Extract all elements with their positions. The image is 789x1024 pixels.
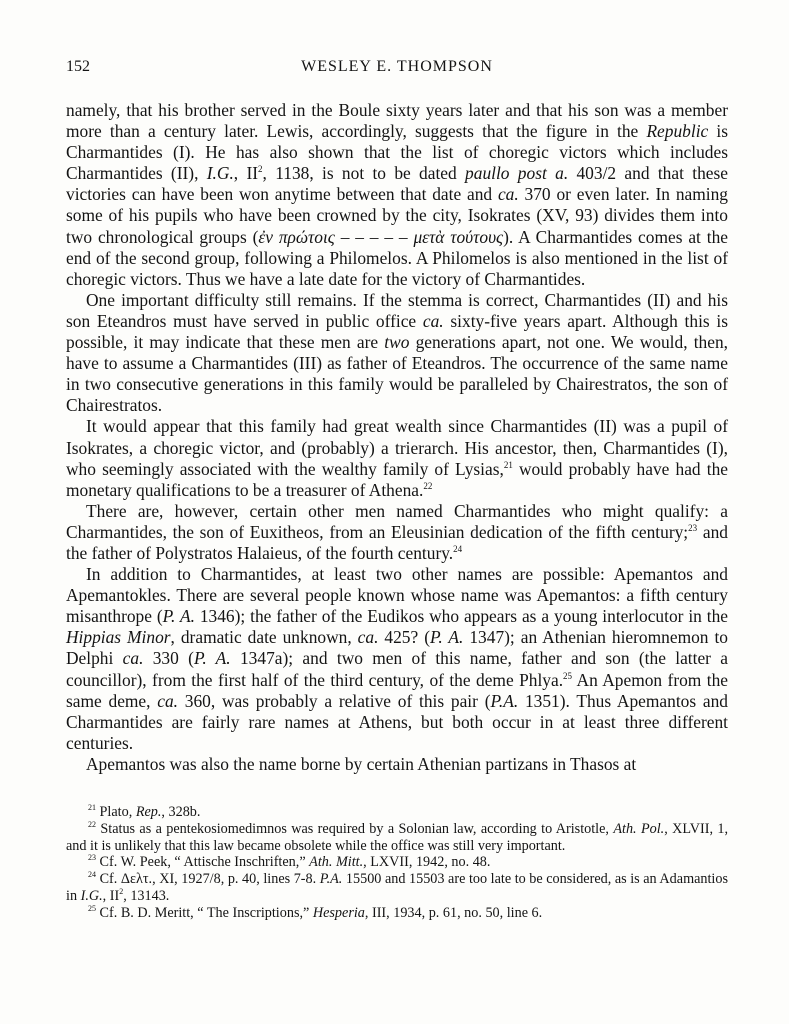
italic-text: Ath. Pol.	[613, 820, 665, 837]
footnotes	[66, 804, 728, 922]
text-run: 330 (	[143, 648, 194, 669]
text-run: An Apemon from the same deme,	[66, 669, 728, 711]
text-run: Status as a pentekosiomedimnos was required by a Solonian law, according to Aristotle,	[96, 820, 614, 837]
text-run: , III, 1934, p. 61, no. 50, line 6.	[364, 904, 543, 921]
text-run: It would appear that this family had great wealth since Charmantides (II) was a pupil of Isokrates, a choregic victor, and (probably) a trierarch. His ancestor, then, Charmantides (I), who seemingly associated with the wealthy family of Lysias,	[66, 416, 728, 479]
paragraph	[66, 564, 728, 754]
footnote-marker: 21	[88, 803, 96, 812]
running-head: WESLEY E. THOMPSON	[301, 58, 493, 75]
italic-text: I.G.	[206, 163, 234, 184]
footnote-marker: 25	[563, 670, 573, 681]
italic-text: P. A.	[162, 606, 195, 627]
footnote	[66, 905, 728, 922]
italic-text: ca.	[422, 310, 444, 331]
italic-text: Hippias Minor	[66, 627, 171, 648]
text-run: 1351). Thus Apemantos and Charmantides are fairly rare names at Athens, but both occur in at least three different centuries.	[66, 690, 728, 753]
italic-text: Ath. Mitt.	[309, 854, 364, 871]
text-run: , LXVII, 1942, no. 48.	[363, 854, 491, 871]
italic-text: ca.	[157, 690, 179, 711]
footnote-marker: 22	[88, 819, 96, 829]
text-run: Cf. B. D. Meritt, “ The Inscriptions,”	[96, 904, 313, 921]
italic-text: paullo post a.	[465, 163, 569, 184]
text-run: , II	[102, 887, 120, 904]
footnote	[66, 821, 728, 855]
text-run: , dramatic date unknown,	[170, 627, 358, 648]
paragraph	[66, 501, 728, 564]
text-run: 425? (	[378, 627, 430, 648]
text-run: and the father of Polystratos Halaieus, of the fourth century.	[66, 521, 728, 563]
text-run: is Charmantides (I). He has also shown that the list of choregic victors which includes Charmantides (II),	[66, 121, 728, 184]
italic-text: P.A.	[490, 690, 519, 711]
paragraph	[66, 754, 728, 775]
paragraph	[66, 416, 728, 500]
text-run: , 328b.	[161, 804, 201, 820]
italic-text: ἐν πρώτοις – – – – – μετὰ τούτους	[258, 226, 504, 247]
text-run: generations apart, not one. We would, then, have to assume a Charmantides (III) as father of Eteandros. The occurrence of the same name in two consecutive generations in this family would be paralleled by Chairestratos, the son of Chairestratos.	[66, 332, 729, 416]
text-run: One important difficulty still remains. If the stemma is correct, Charmantides (II) and his son Eteandros must have served in public office	[66, 289, 728, 331]
italic-text: I.G.	[80, 887, 103, 904]
italic-text: ca.	[497, 184, 519, 205]
text-run: 403/2 and that these victories can have been won anytime between that date and	[66, 163, 728, 205]
text-run: Cf. W. Peek, “ Attische Inschriften,”	[96, 854, 310, 871]
footnote-marker: 23	[688, 522, 698, 533]
text-run: 1347); an Athenian hieromnemon to Delphi	[66, 627, 728, 669]
italic-text: ca.	[122, 648, 144, 669]
footnote-marker: 2	[258, 164, 263, 175]
text-run: would probably have had the monetary qualifications to be a treasurer of Athena.	[66, 458, 729, 500]
footnote-marker: 21	[503, 459, 513, 470]
text-run: 15500 and 15503 are too late to be considered, as is an Adamantios in	[66, 871, 728, 904]
footnote	[66, 871, 728, 905]
footnote-marker: 22	[423, 480, 433, 491]
footnote	[66, 804, 728, 821]
footnote	[66, 854, 728, 871]
italic-text: P. A.	[430, 627, 464, 648]
body-text	[66, 100, 728, 775]
italic-text: two	[384, 332, 410, 353]
text-run: 1347a); and two men of this name, father and son (the latter a councillor), from the first half of the third century, of the deme Phlya.	[66, 648, 729, 690]
text-run: sixty-five years apart. Although this is possible, it may indicate that these men are	[66, 310, 729, 353]
page-header	[66, 58, 728, 82]
italic-text: P.A.	[319, 871, 343, 888]
text-run: Plato,	[96, 804, 136, 820]
text-run: There are, however, certain other men named Charmantides who might qualify: a Charmantides, the son of Euxitheos, from an Eleusinian dedication of the fifth century;	[66, 500, 728, 542]
paragraph	[66, 100, 728, 290]
footnote-marker: 23	[88, 853, 96, 863]
page	[66, 58, 728, 922]
text-run: 360, was probably a relative of this pair (	[178, 690, 491, 711]
text-run: ). A Charmantides comes at the end of the second group, following a Philomelos. A Philomelos is also mentioned in the list of choregic victors. Thus we have a late date for the victory of Charmantides.	[66, 226, 728, 289]
footnote-marker: 24	[453, 543, 463, 554]
text-run: In addition to Charmantides, at least two other names are possible: Apemantos and Apemantokles. There are several people known whose name was Apemantos: a fifth century misanthrope (	[66, 564, 728, 627]
italic-text: Hesperia	[312, 904, 365, 921]
text-run: 1346); the father of the Eudikos who appears as a young interlocutor in the	[194, 606, 728, 627]
text-run: , 1138, is not to be dated	[262, 163, 466, 184]
italic-text: Rep.	[135, 804, 162, 820]
italic-text: Republic	[646, 121, 709, 142]
text-run: namely, that his brother served in the Boule sixty years later and that his son was a member more than a century later. Lewis, accordingly, suggests that the figure in the	[66, 100, 728, 142]
footnote-marker: 2	[119, 886, 124, 896]
text-run: Apemantos was also the name borne by certain Athenian partizans in Thasos at	[86, 753, 637, 774]
text-run: , II	[233, 163, 259, 184]
text-run: , 13143.	[123, 887, 170, 904]
text-run: Cf. Δελτ., XI, 1927/8, p. 40, lines 7-8.	[96, 871, 320, 888]
page-number: 152	[66, 58, 90, 75]
paragraph	[66, 290, 728, 417]
footnote-marker: 25	[88, 903, 96, 913]
text-run: 370 or even later. In naming some of his pupils who have been crowned by the city, Isokrates (XV, 93) divides them into two chronological groups (	[66, 184, 728, 247]
text-run: , XLVII, 1, and it is unlikely that this law became obsolete while the office was still very important.	[66, 820, 728, 854]
italic-text: ca.	[357, 627, 379, 648]
footnote-marker: 24	[88, 870, 96, 880]
italic-text: P. A.	[193, 648, 231, 669]
